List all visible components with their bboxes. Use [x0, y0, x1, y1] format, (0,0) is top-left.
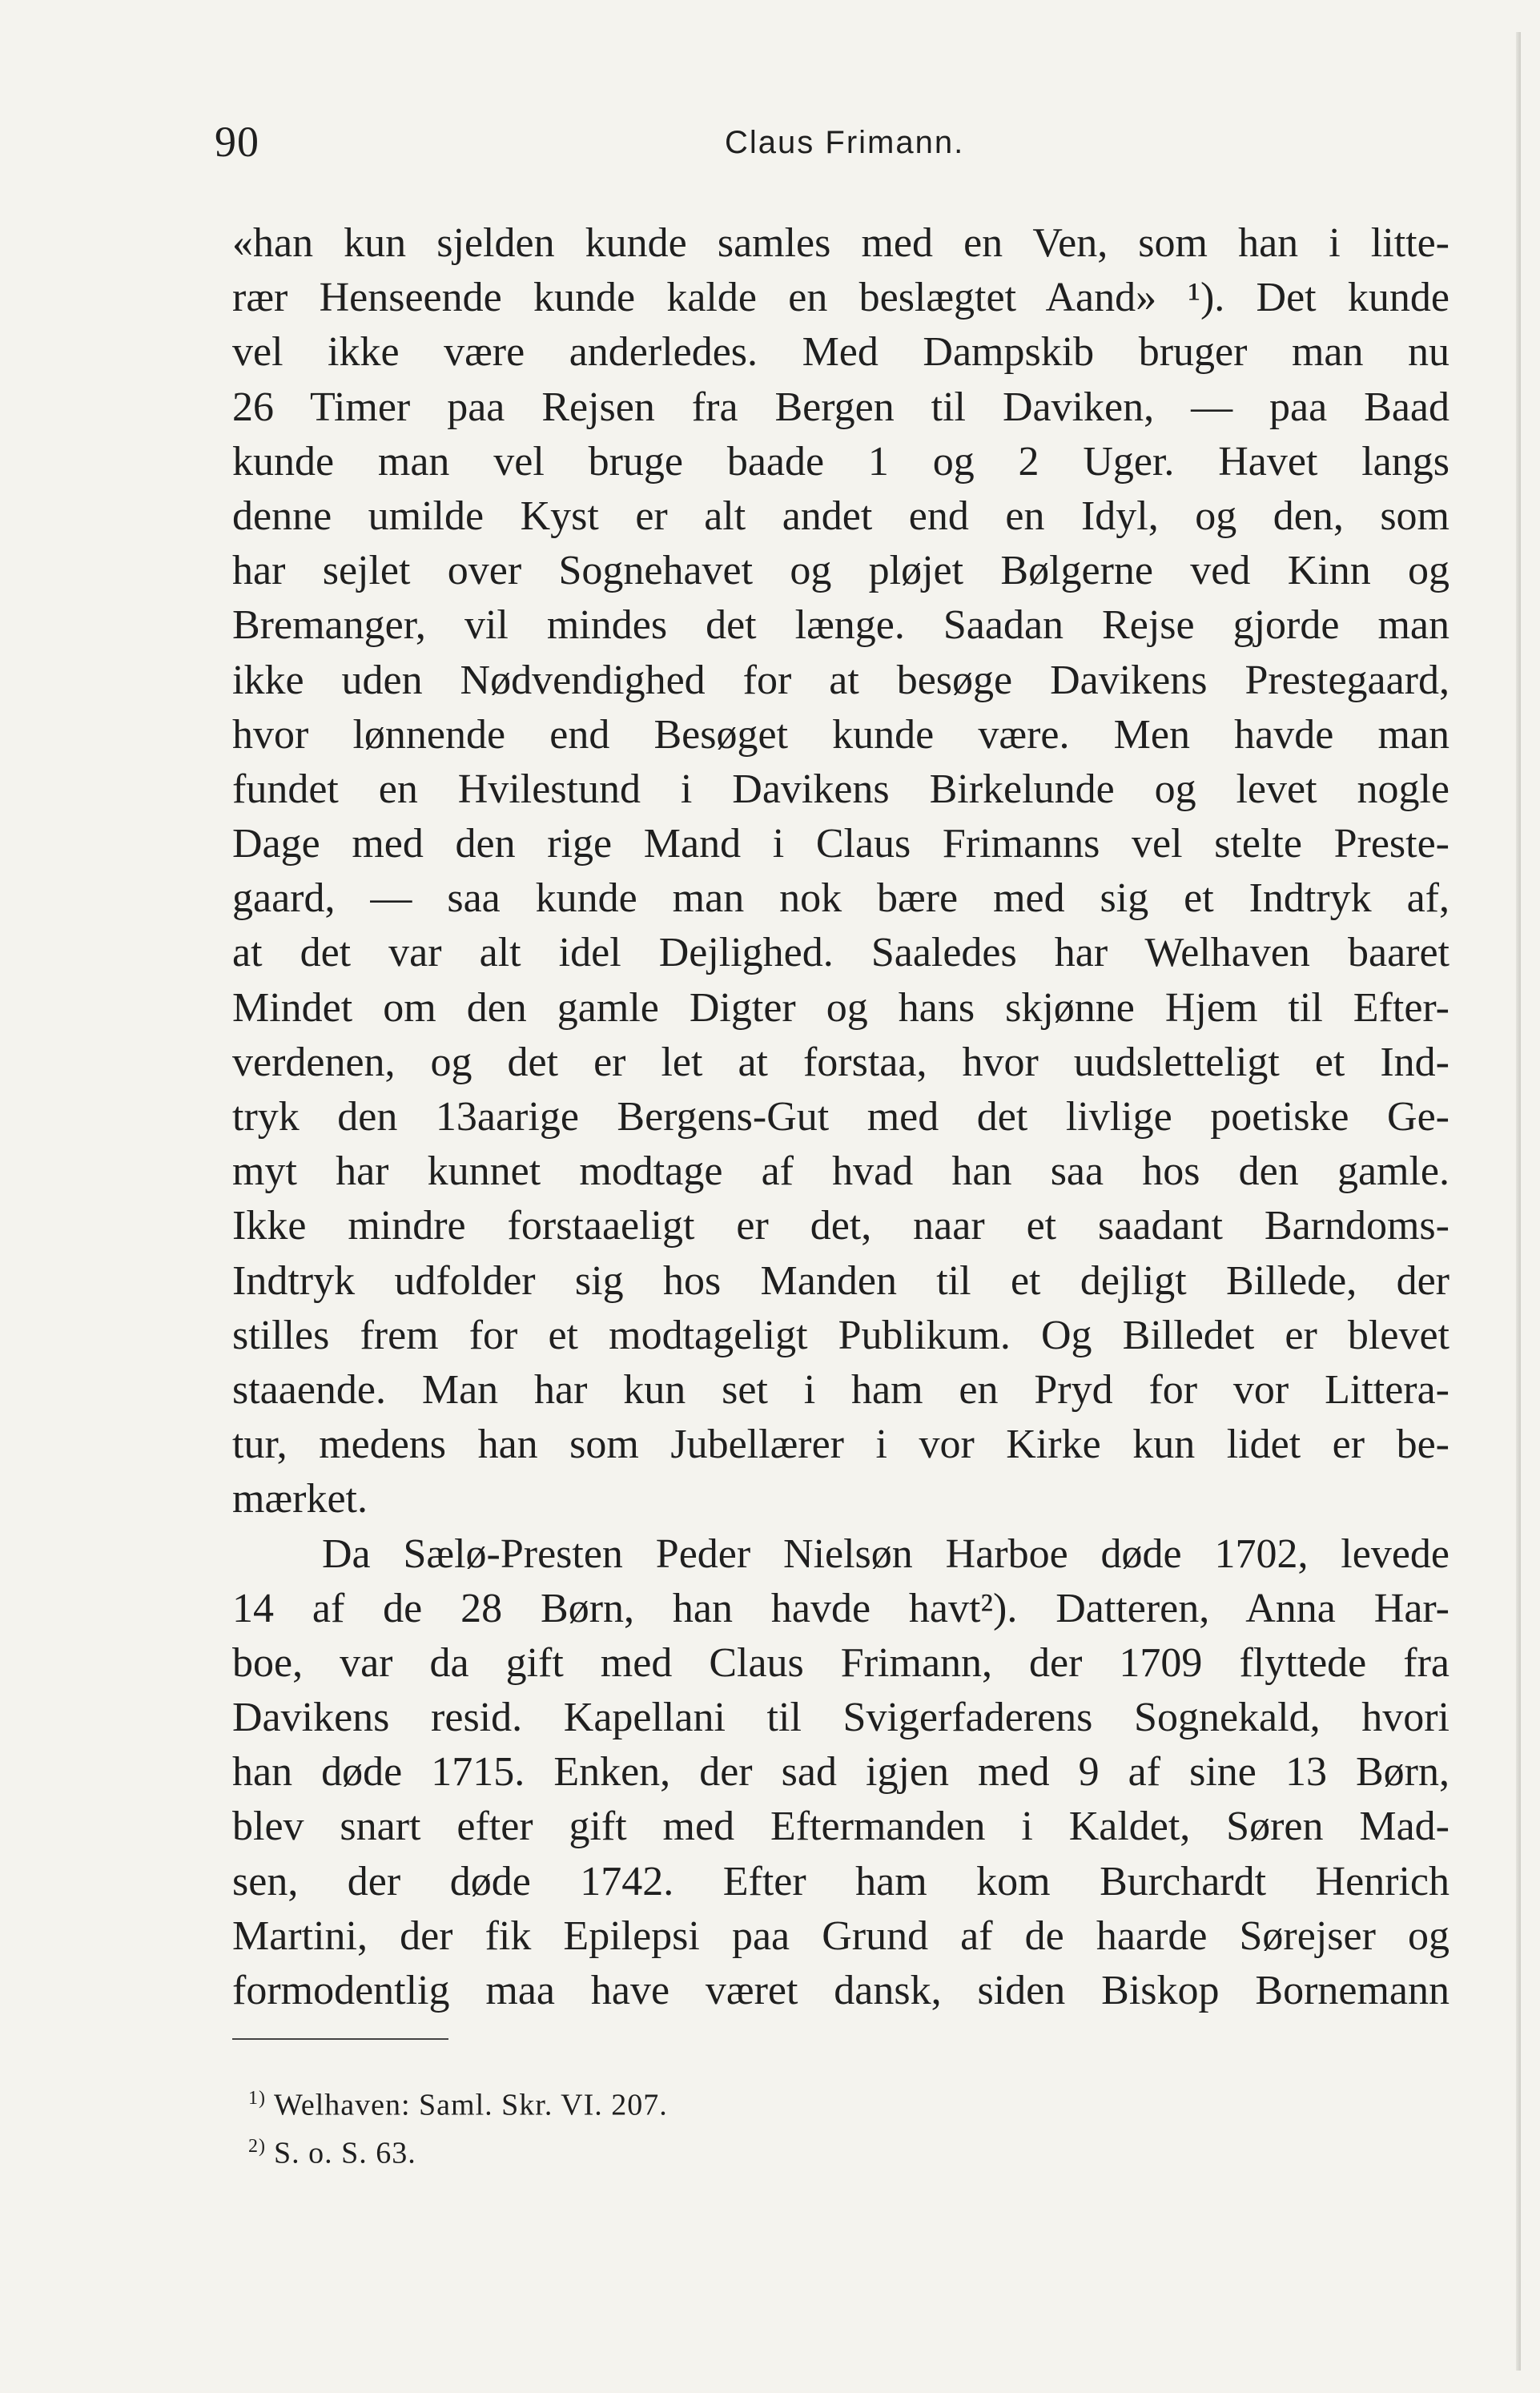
footnote-text: Welhaven: Saml. Skr. VI. 207.	[274, 2088, 668, 2122]
footnotes	[248, 2074, 1209, 2170]
text-line: fundet en Hvilestund i Davikens Birkelunde og levet nogle	[232, 766, 1450, 812]
text-line: staaende. Man har kun set i ham en Pryd for vor Littera-	[232, 1366, 1450, 1413]
text-line: boe, var da gift med Claus Frimann, der 1709 flyttede fra	[232, 1639, 1450, 1686]
text-line: Ikke mindre forstaaeligt er det, naar et saadant Barndoms-	[232, 1203, 1450, 1249]
text-line: stilles frem for et modtageligt Publikum. Og Billedet er blevet	[232, 1312, 1450, 1358]
text-line: blev snart efter gift med Eftermanden i Kaldet, Søren Mad-	[232, 1804, 1450, 1850]
text-line: Indtryk udfolder sig hos Manden til et dejligt Billede, der	[232, 1257, 1450, 1304]
text-line: Mindet om den gamle Digter og hans skjønne Hjem til Efter-	[232, 984, 1450, 1031]
footnote-mark: 1)	[248, 2088, 266, 2109]
text-line: gaard, — saa kunde man nok bære med sig et Indtryk af,	[232, 875, 1450, 922]
footnote	[248, 2122, 1209, 2170]
text-line: Davikens resid. Kapellani til Svigerfaderens Sognekald, hvori	[232, 1695, 1450, 1741]
text-line: denne umilde Kyst er alt andet end en Idyl, og den, som	[232, 493, 1450, 539]
text-line: verdenen, og det er let at forstaa, hvor uudsletteligt et Ind-	[232, 1039, 1450, 1085]
text-line: «han kun sjelden kunde samles med en Ven, som han i litte-	[232, 220, 1450, 266]
text-line: myt har kunnet modtage af hvad han saa hos den gamle.	[232, 1148, 1450, 1195]
text-line: formodentlig maa have været dansk, siden Biskop Bornemann	[232, 1968, 1450, 2013]
text-line: at det var alt idel Dejlighed. Saaledes har Welhaven baaret	[232, 930, 1450, 976]
text-line: Martini, der fik Epilepsi paa Grund af de haarde Sørejser og	[232, 1912, 1450, 1959]
text-line: 26 Timer paa Rejsen fra Bergen til Daviken, — paa Baad	[232, 384, 1450, 430]
text-line: har sejlet over Sognehavet og pløjet Bølgerne ved Kinn og	[232, 548, 1450, 594]
footnote-mark: 2)	[248, 2136, 266, 2157]
body-text	[232, 216, 1450, 2018]
text-line: tryk den 13aarige Bergens-Gut med det livlige poetiske Ge-	[232, 1094, 1450, 1140]
footnote	[248, 2074, 1209, 2122]
text-line: Dage med den rige Mand i Claus Frimanns vel stelte Preste-	[232, 821, 1450, 867]
page-number: 90	[215, 118, 259, 166]
text-line: hvor lønnende end Besøget kunde være. Men havde man	[232, 711, 1450, 758]
footnote-rule	[232, 2038, 448, 2040]
text-line: 14 af de 28 Børn, han havde havt²). Datteren, Anna Har-	[232, 1585, 1450, 1631]
page-edge	[1516, 32, 1521, 2371]
text-line: rær Henseende kunde kalde en beslægtet Aand» ¹). Det kunde	[232, 275, 1450, 321]
text-line: mærket.	[232, 1476, 368, 1522]
text-line: kunde man vel bruge baade 1 og 2 Uger. Havet langs	[232, 438, 1450, 485]
text-line: Bremanger, vil mindes det længe. Saadan Rejse gjorde man	[232, 602, 1450, 649]
text-line: vel ikke være anderledes. Med Dampskib bruger man nu	[232, 329, 1450, 376]
running-head: Claus Frimann.	[725, 125, 965, 160]
text-line: han døde 1715. Enken, der sad igjen med 9 af sine 13 Børn,	[232, 1749, 1450, 1796]
text-line: ikke uden Nødvendighed for at besøge Davikens Prestegaard,	[232, 657, 1450, 703]
footnote-text: S. o. S. 63.	[274, 2136, 416, 2170]
text-line: Da Sælø-Presten Peder Nielsøn Harboe døde 1702, levede	[322, 1530, 1450, 1577]
text-line: sen, der døde 1742. Efter ham kom Burchardt Henrich	[232, 1858, 1450, 1904]
text-line: tur, medens han som Jubellærer i vor Kirke kun lidet er be-	[232, 1422, 1450, 1468]
